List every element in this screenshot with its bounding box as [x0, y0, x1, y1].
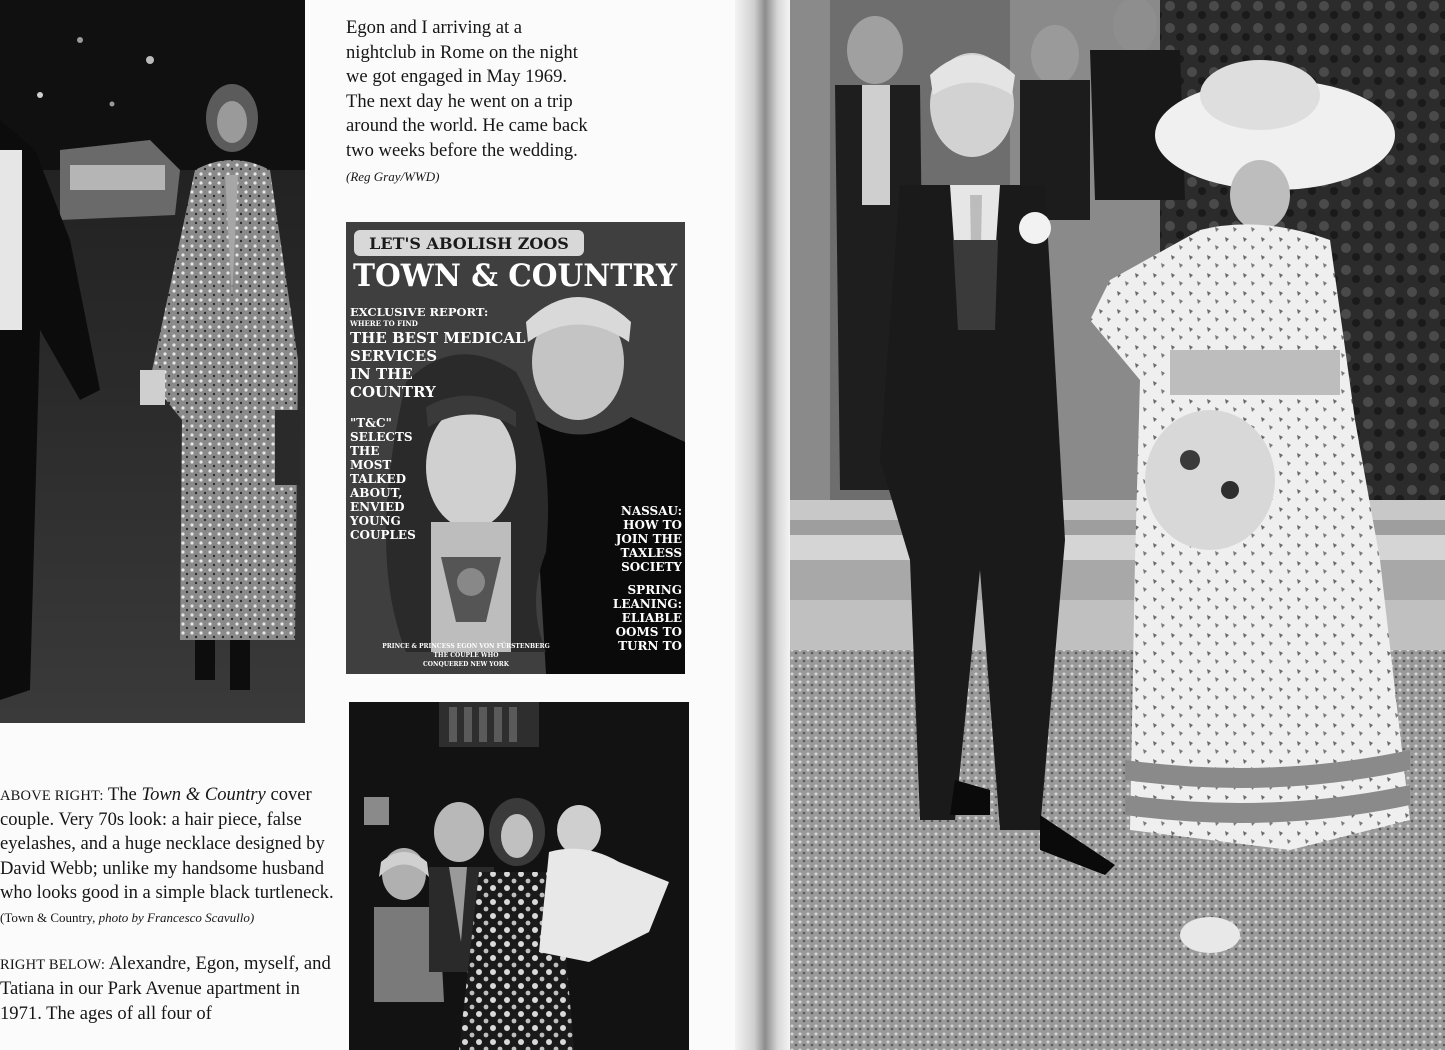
cover-right-line: NASSAU: [620, 504, 682, 518]
cover-headline-line: COUNTRY [350, 383, 436, 401]
caption-text: The [103, 784, 142, 805]
cover-left-line: COUPLES [350, 528, 416, 542]
cover-left-line: THE [350, 444, 380, 458]
right-below-caption [0, 952, 334, 1026]
cover-right-line: SOCIETY [621, 560, 682, 574]
cover-left-line: ENVIED [350, 500, 405, 514]
cover-right-line: JOIN THE [615, 532, 682, 546]
cover-headline-line: IN THE [350, 365, 413, 383]
cover-left-line: ABOUT, [350, 486, 403, 500]
cover-right-line: TURN TO [618, 639, 682, 653]
cover-left-line: TALKED [350, 472, 407, 486]
cover-title: TOWN & COUNTRY [353, 258, 678, 294]
cover-headline-line: THE BEST MEDICAL [350, 329, 526, 347]
engagement-caption [346, 16, 626, 189]
caption-text: Alexandre, Egon, myself, and Tatiana in our Park Avenue apartment in 1971. The ages of all four of [0, 953, 331, 1024]
photo-credit: (Town & Country, [0, 910, 99, 926]
cover-right-line: SPRING [627, 583, 682, 597]
cover-report-sub: WHERE TO FIND [350, 319, 418, 328]
cover-left-line: "T&C" [350, 416, 392, 430]
nightclub-photo [0, 0, 305, 723]
cover-left-line: SELECTS [350, 430, 413, 444]
caption-label: ABOVE RIGHT: [0, 788, 104, 804]
cover-report-label: EXCLUSIVE REPORT: [350, 305, 489, 319]
cover-right-line: OOMS TO [615, 625, 682, 639]
book-gutter [735, 0, 790, 1050]
caption-line: nightclub in Rome on the night [346, 41, 578, 63]
caption-line: Egon and I arriving at a [346, 17, 523, 38]
cover-right-line: LEANING: [612, 597, 682, 611]
photo-credit-photographer: photo by Francesco Scavullo) [98, 910, 255, 926]
caption-label: RIGHT BELOW: [0, 957, 106, 974]
cover-left-line: YOUNG [350, 514, 401, 528]
caption-text: cover couple. Very 70s look: a hair piece, false eyelashes, and a huge necklace designed by David Webb; unlike my handsome husband who looks good in a simple black turtleneck. [0, 784, 334, 903]
cover-bottom-line: THE COUPLE WHO [433, 652, 499, 659]
cover-banner: LET'S ABOLISH ZOOS [369, 234, 569, 253]
cover-left-line: MOST [350, 458, 392, 472]
photo-credit: (Reg Gray/WWD) [346, 168, 440, 184]
wedding-photo [790, 0, 1445, 1050]
caption-line: we got engaged in May 1969. [346, 66, 568, 88]
right-page [790, 0, 1445, 1050]
magazine-name: Town & Country [141, 784, 266, 805]
cover-bottom-line: CONQUERED NEW YORK [423, 661, 509, 668]
cover-right-line: TAXLESS [620, 546, 682, 560]
cover-right-line: ELIABLE [621, 611, 682, 625]
lower-captions [0, 783, 334, 1048]
cover-right-line: HOW TO [623, 518, 682, 532]
cover-headline-line: SERVICES [350, 347, 438, 365]
caption-line: two weeks before the wedding. [346, 139, 578, 161]
cover-bottom-line: PRINCE & PRINCESS EGON VON FÜRSTENBERG [382, 643, 550, 650]
town-and-country-cover [346, 222, 685, 674]
family-photo [349, 702, 689, 1050]
above-right-caption [0, 783, 334, 930]
caption-line: The next day he went on a trip [346, 90, 573, 112]
caption-line: around the world. He came back [346, 115, 588, 137]
